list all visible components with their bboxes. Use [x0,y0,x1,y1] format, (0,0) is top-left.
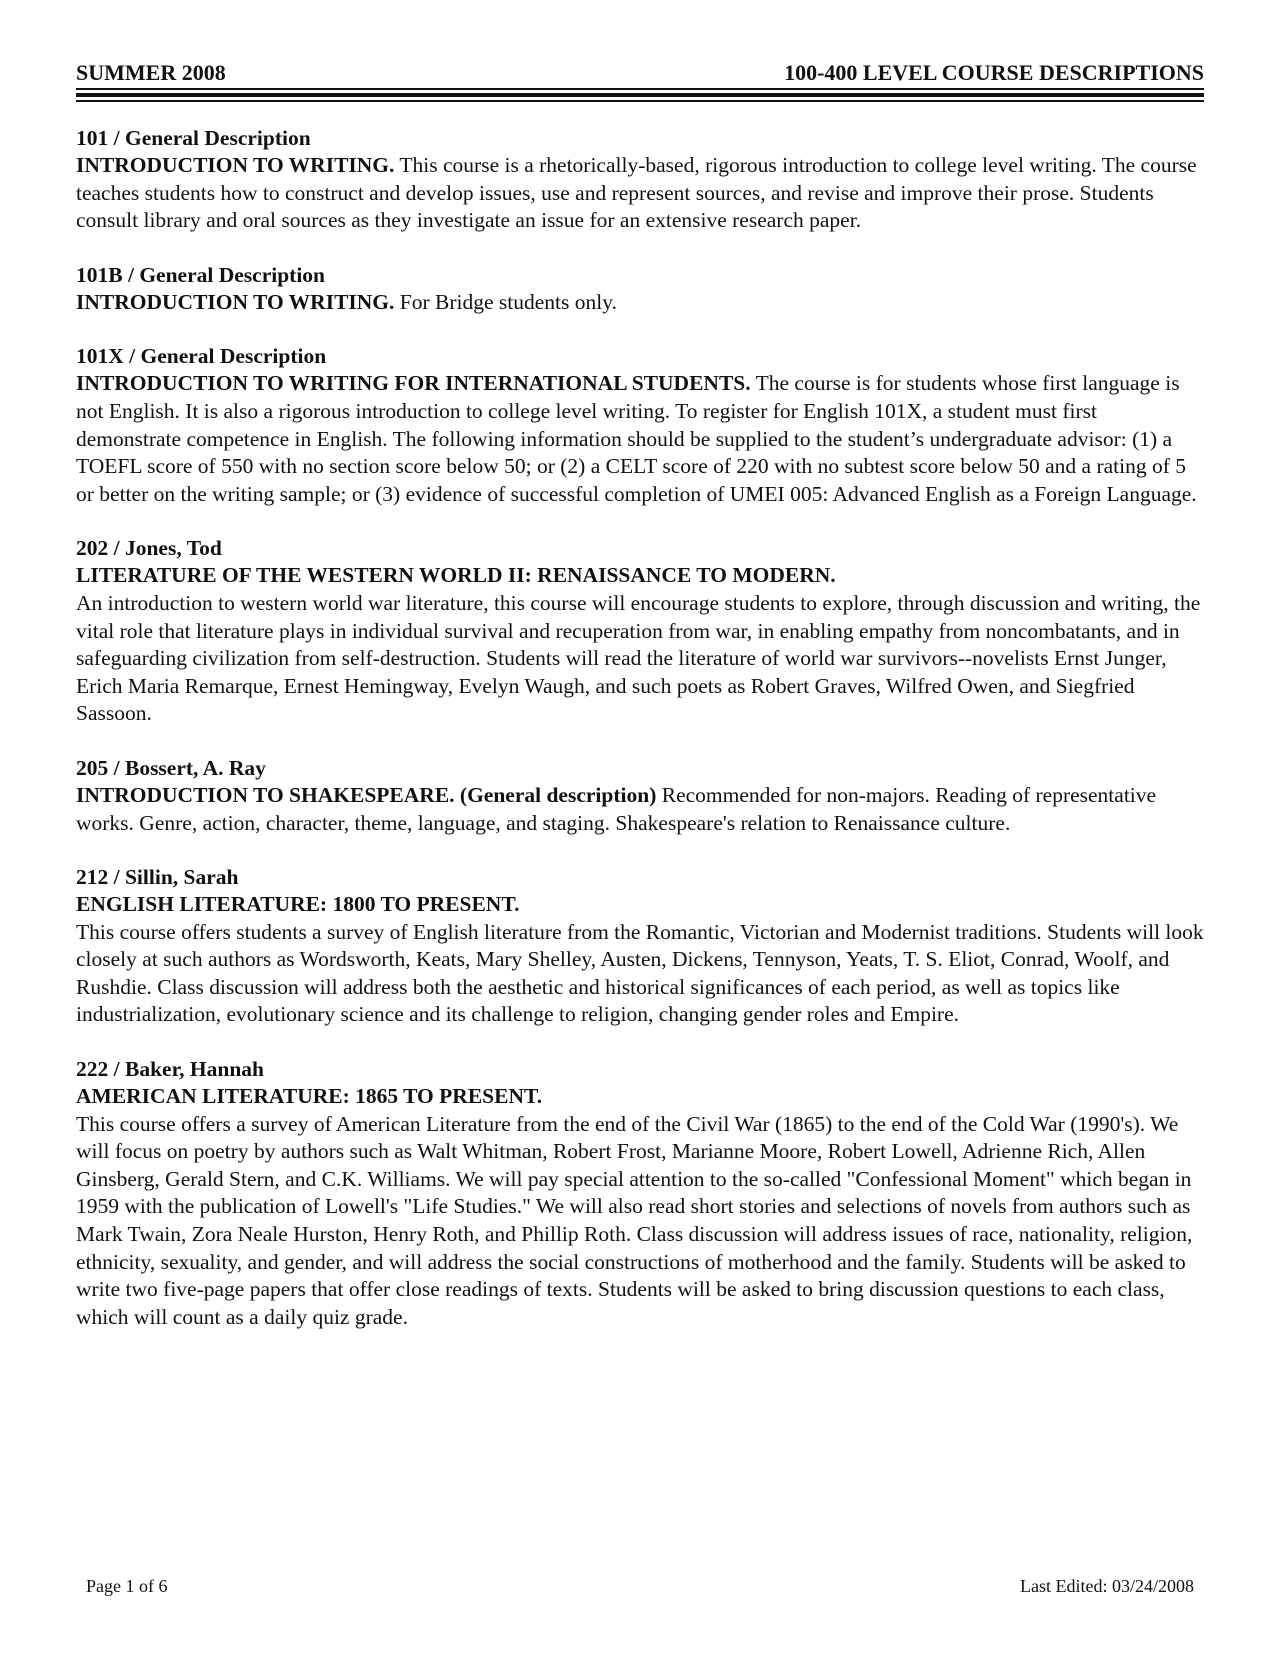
course-body [76,152,1204,235]
course-description: This course offers a survey of American Literature from the end of the Civil War (1865) to the end of the Cold War (1990's). We will focus on poetry by authors such as Walt Whitman, Robert Frost, Marianne Moore, Robert Lowell, Adrienne Rich, Allen Ginsberg, Gerald Stern, and C.K. Williams. We will pay special attention to the so-called "Confessional Moment" which began in 1959 with the publication of Lowell's "Life Studies." We will also read short stories and selections of novels from authors such as Mark Twain, Zora Neale Hurston, Henry Roth, and Phillip Roth. Class discussion will address issues of race, nationality, religion, ethnicity, sexuality, and gender, and will address the social constructions of motherhood and the family. Students will be asked to write two five-page papers that offer close readings of texts. Students will be asked to bring discussion questions to each class, which will count as a daily quiz grade. [76,1111,1193,1329]
course-202 [76,534,1204,728]
course-description: For Bridge students only. [399,289,617,314]
course-101b [76,261,1204,317]
course-body [76,289,1204,317]
course-heading: 101 / General Description [76,126,311,150]
course-body [76,1083,1204,1331]
course-body [76,782,1204,837]
course-101x [76,342,1204,508]
course-description: An introduction to western world war literature, this course will encourage students to explore, through discussion and writing, the vital role that literature plays in individual survival and recuperation from war, in enabling empathy from noncombatants, and in safeguarding civilization from self-destruction. Students will read the literature of world war survivors--novelists Ernst Junger, Erich Maria Remarque, Ernest Hemingway, Evelyn Waugh, and such poets as Robert Graves, Wilfred Owen, and Siegfried Sassoon. [76,590,1201,726]
course-222 [76,1055,1204,1331]
course-title: AMERICAN LITERATURE: 1865 TO PRESENT. [76,1084,543,1109]
course-heading: 222 / Baker, Hannah [76,1057,264,1082]
header-rule-bottom [76,100,1204,102]
document-title: 100-400 LEVEL COURSE DESCRIPTIONS [784,60,1204,85]
term-label: SUMMER 2008 [76,60,226,85]
course-205 [76,754,1204,837]
page-number: Page 1 of 6 [86,1576,168,1596]
course-heading: 205 / Bossert, A. Ray [76,755,266,780]
course-title: LITERATURE OF THE WESTERN WORLD II: RENAISSANCE TO MODERN. [76,563,836,588]
course-title: INTRODUCTION TO WRITING. [76,153,395,177]
page-header [76,60,1204,86]
course-title: INTRODUCTION TO SHAKESPEARE. [76,782,455,807]
course-description: This course is a rhetorically-based, rigorous introduction to college level writing. The course teaches students how to construct and develop issues, use and represent sources, and revise and improve their prose. Students consult library and oral sources as they investigate an issue for an extensive research paper. [76,153,1197,233]
course-description: This course offers students a survey of English literature from the Romantic, Victorian and Modernist traditions. Students will look closely at such authors as Wordsworth, Keats, Mary Shelley, Austen, Dickens, Tennyson, Yeats, T. S. Eliot, Conrad, Woolf, and Rushdie. Class discussion will address both the aesthetic and historical significances of each period, as well as topics like industrialization, evolutionary science and its challenge to religion, changing gender roles and Empire. [76,919,1204,1027]
course-note: (General description) [459,782,657,807]
course-title: INTRODUCTION TO WRITING FOR INTERNATIONAL STUDENTS. [76,371,751,396]
course-heading: 101X / General Description [76,344,327,369]
course-list [76,124,1204,1357]
course-101 [76,124,1204,235]
course-title: INTRODUCTION TO WRITING. [76,289,395,314]
page-footer [86,1576,1194,1597]
course-body [76,891,1204,1029]
course-heading: 202 / Jones, Tod [76,536,222,561]
last-edited: Last Edited: 03/24/2008 [1020,1576,1194,1596]
course-heading: 212 / Sillin, Sarah [76,865,239,890]
course-body [76,562,1204,728]
header-rule-middle [76,93,1204,97]
header-rule-top [76,88,1204,90]
course-description: The course is for students whose first language is not English. It is also a rigorous introduction to college level writing. To register for English 101X, a student must first demonstrate competence in English. The following information should be supplied to the student’s undergraduate advisor: (1) a TOEFL score of 550 with no section score below 50; or (2) a CELT score of 220 with no subtest score below 50 and a rating of 5 or better on the writing sample; or (3) evidence of successful completion of UMEI 005: Advanced English as a Foreign Language. [76,371,1197,506]
course-heading: 101B / General Description [76,262,326,287]
course-description: Recommended for non-majors. Reading of representative works. Genre, action, character, theme, language, and staging. Shakespeare's relation to Renaissance culture. [76,782,1157,835]
course-body [76,370,1204,508]
course-212 [76,863,1204,1029]
course-title: ENGLISH LITERATURE: 1800 TO PRESENT. [76,892,520,917]
